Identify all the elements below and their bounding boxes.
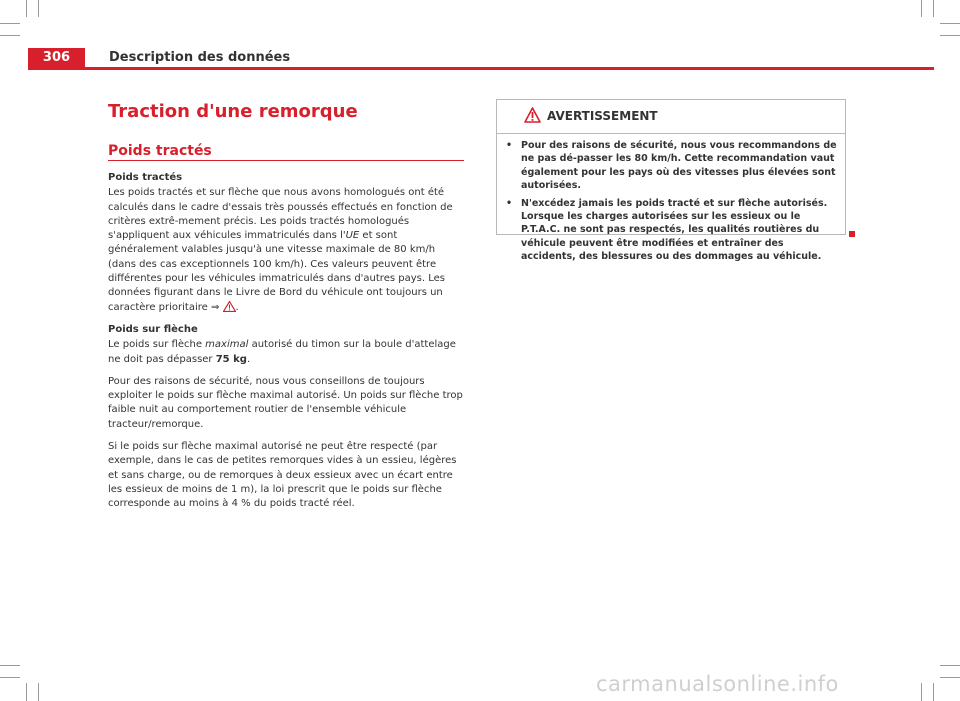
text-run: autorisé du timon sur la boule d'attelage ne doit pas dépasser — [108, 339, 456, 365]
paragraph-heading: Poids sur flèche — [108, 323, 198, 335]
page-heading: Traction d'une remorque — [108, 101, 358, 122]
text-run: . — [235, 301, 239, 313]
subheading-rule — [108, 160, 464, 161]
section-title: Description des données — [109, 50, 291, 65]
text-run-italic: maximal — [205, 339, 249, 351]
crop-mark — [921, 683, 922, 701]
list-item — [506, 197, 839, 264]
warning-triangle-icon — [524, 107, 541, 123]
warning-item-text: Pour des raisons de sécurité, nous vous recommandons de ne pas dé-passer les 80 km/h. Cette recommandation vaut également pour les pays où des vitesses plus élevées sont autorisées. — [521, 140, 837, 192]
crop-mark — [940, 665, 960, 666]
crop-mark — [26, 0, 27, 17]
page-subheading: Poids tractés — [108, 143, 212, 159]
page-number: 306 — [28, 48, 85, 68]
crop-mark — [38, 0, 39, 17]
paragraph-heading: Poids tractés — [108, 172, 183, 183]
warning-title: AVERTISSEMENT — [547, 109, 658, 123]
section-end-marker — [849, 231, 855, 237]
text-run: et sont généralement valables jusqu'à une vitesse maximale de 80 km/h (dans des cas exceptionnels 100 km/h). Ces valeurs peuvent être différentes pour les véhicules immatriculés dans d'autres pays. Les données figurant dans le Livre de Bord du véhicule ont toujours un caractère prioritaire ⇒ — [108, 230, 445, 313]
warning-triangle-icon[interactable] — [223, 301, 236, 312]
crop-mark — [38, 683, 39, 701]
paragraph — [108, 186, 464, 315]
crop-mark — [940, 677, 960, 678]
warning-box — [496, 99, 846, 263]
crop-mark — [921, 0, 922, 17]
warning-body — [497, 134, 845, 264]
text-run: Le poids sur flèche — [108, 339, 206, 351]
crop-mark — [940, 23, 960, 24]
list-item — [506, 139, 839, 193]
header-rule — [28, 67, 934, 70]
crop-mark — [0, 665, 20, 666]
crop-mark — [940, 35, 960, 36]
crop-mark — [0, 677, 20, 678]
crop-mark — [933, 683, 934, 701]
crop-mark — [933, 0, 934, 17]
paragraph: Si le poids sur flèche maximal autorisé ne peut être respecté (par exemple, dans le cas de petites remorques vides à un essieu, légères et sans charge, ou de remorques à deux essieux avec un écart entre les essieux de moins de 1 m), la loi prescrit que le poids sur flèche corresponde au moins à 4 % du poids tracté réel. — [108, 441, 457, 510]
warning-item-text: N'excédez jamais les poids tracté et sur flèche autorisés. Lorsque les charges autorisées sur les essieux ou le P.T.A.C. ne sont pas respectés, les qualités routières du véhicule peuvent être modifiées et entraîner des accidents, des blessures ou des dommages au véhicule. — [521, 197, 828, 263]
text-run: Les poids tractés et sur flèche que nous avons homologués ont été calculés dans le cadre d'essais très poussés effectués en fonction de critères extrê-mement précis. Les poids tractés homologués s'appliquent aux véhicules immatriculés dans l' — [108, 187, 453, 242]
crop-mark — [0, 23, 20, 24]
paragraph: Pour des raisons de sécurité, nous vous conseillons de toujours exploiter le poids sur flèche maximal autorisé. Un poids sur flèche trop faible nuit au comportement routier de l'ensemble véhicule tracteur/remorque. — [108, 375, 463, 430]
text-run-bold: 75 kg — [215, 353, 247, 365]
watermark: carmanualsonline.info — [596, 672, 839, 696]
text-run: . — [246, 353, 251, 365]
paragraph — [108, 338, 464, 367]
warning-header — [497, 100, 845, 134]
text-run-italic: UE — [345, 230, 360, 242]
crop-mark — [0, 35, 20, 36]
bullet: • — [506, 197, 513, 209]
crop-mark — [26, 683, 27, 701]
body-column — [108, 171, 464, 520]
bullet: • — [506, 140, 513, 151]
